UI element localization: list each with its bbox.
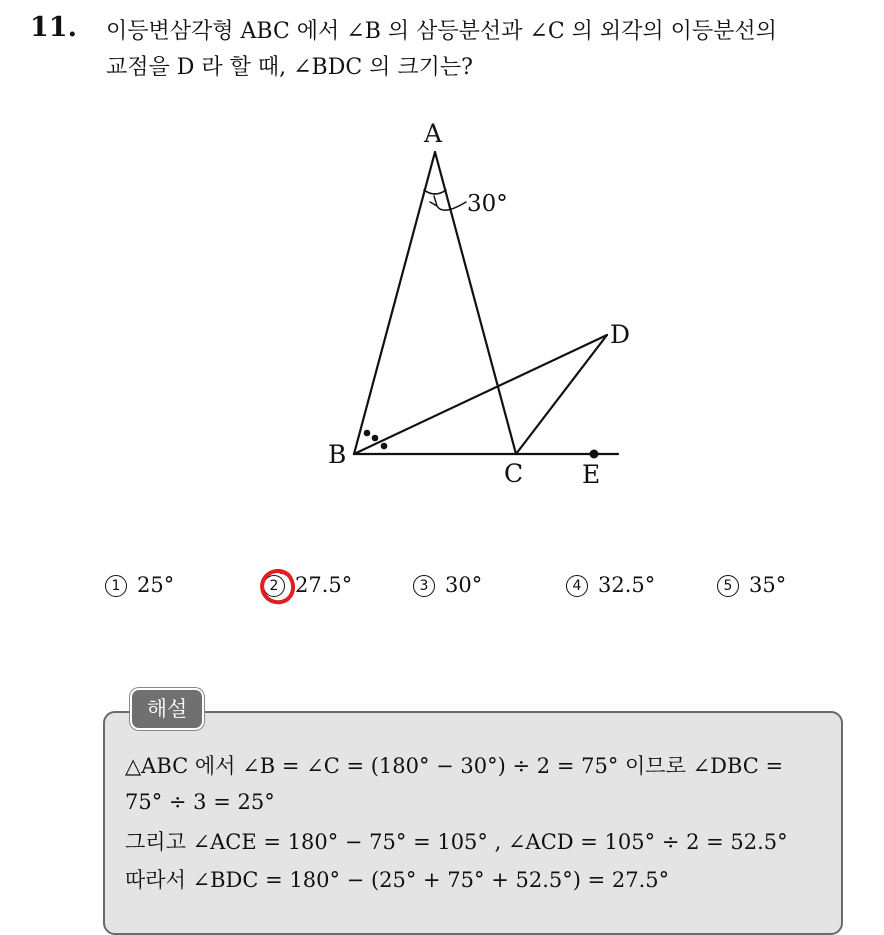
bisector-dot-1 bbox=[364, 430, 371, 437]
label-e: E bbox=[582, 460, 601, 489]
angle-arc-a bbox=[424, 190, 446, 194]
choice-4[interactable] bbox=[566, 573, 655, 597]
choice-2[interactable] bbox=[263, 573, 352, 597]
choice-text-5: 35° bbox=[749, 573, 787, 597]
solution-line-2: 75° ÷ 3 = 25° bbox=[125, 790, 275, 814]
choice-number-3: 3 bbox=[413, 575, 435, 597]
label-angle-30: 30° bbox=[467, 191, 508, 217]
angle-arrow-a bbox=[430, 196, 437, 206]
choice-number-4: 4 bbox=[566, 575, 588, 597]
choice-number-2: 2 bbox=[263, 575, 285, 597]
label-c: C bbox=[504, 459, 524, 488]
question-text bbox=[106, 14, 876, 86]
label-b: B bbox=[328, 440, 347, 469]
choice-1[interactable] bbox=[105, 573, 174, 597]
choice-5[interactable] bbox=[717, 573, 786, 597]
choice-number-1: 1 bbox=[105, 575, 127, 597]
bisector-dot-3 bbox=[381, 443, 388, 450]
triangle-figure bbox=[300, 110, 680, 500]
question-line-2: 교점을 D 라 할 때, ∠BDC 의 크기는? bbox=[106, 55, 473, 80]
label-a: A bbox=[424, 119, 443, 148]
solution-box bbox=[103, 711, 843, 935]
solution-line-3: 그리고 ∠ACE = 180° − 75° = 105° , ∠ACD = 105° ÷ 2 = 52.5° bbox=[125, 830, 788, 854]
question-line-1: 이등변삼각형 ABC 에서 ∠B 의 삼등분선과 ∠C 의 외각의 이등분선의 bbox=[106, 19, 777, 44]
point-e-dot bbox=[590, 450, 599, 459]
segment-cd bbox=[516, 335, 607, 454]
choice-text-1: 25° bbox=[137, 573, 175, 597]
bisector-dot-2 bbox=[372, 435, 379, 442]
answer-choices bbox=[105, 573, 865, 613]
question-number: 11. bbox=[30, 12, 77, 43]
choice-text-3: 30° bbox=[445, 573, 483, 597]
choice-3[interactable] bbox=[413, 573, 482, 597]
side-ab bbox=[354, 152, 435, 454]
choice-number-5: 5 bbox=[717, 575, 739, 597]
choice-text-2: 27.5° bbox=[295, 573, 353, 597]
label-d: D bbox=[610, 320, 631, 349]
solution-line-1: △ABC 에서 ∠B = ∠C = (180° − 30°) ÷ 2 = 75° 이므로 ∠DBC = bbox=[125, 754, 784, 778]
choice-text-4: 32.5° bbox=[598, 573, 656, 597]
angle-leader bbox=[437, 202, 466, 210]
solution-tag: 해설 bbox=[130, 688, 204, 730]
solution-line-4: 따라서 ∠BDC = 180° − (25° + 75° + 52.5°) = 27.5° bbox=[125, 868, 670, 892]
segment-bd bbox=[354, 335, 607, 454]
